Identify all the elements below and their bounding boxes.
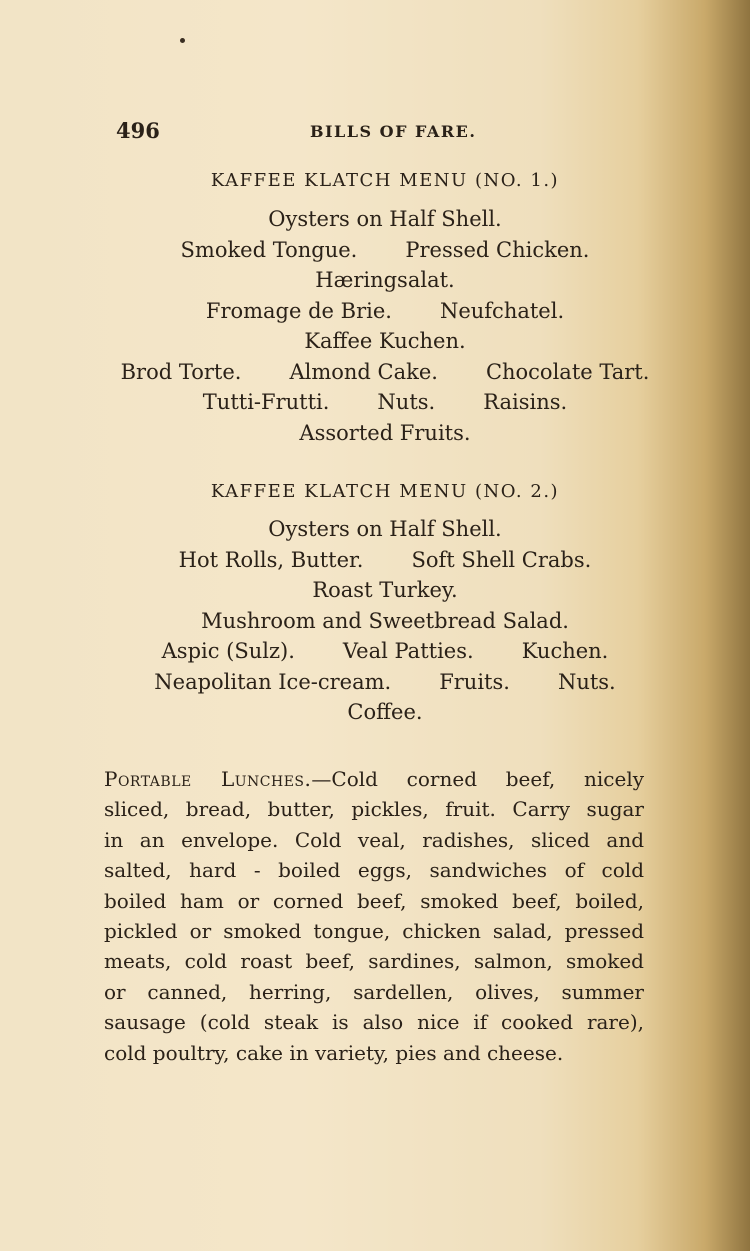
menu-item: Raisins. — [483, 390, 568, 414]
paragraph-line: cold poultry, cake in variety, pies and cheese. — [104, 1040, 564, 1065]
menu-item: Fruits. — [439, 669, 510, 694]
paragraph-line: salted, hard - boiled eggs, sandwiches of cold — [104, 858, 644, 883]
menu-item: Assorted Fruits. — [299, 420, 471, 445]
menu1-title: KAFFEE KLATCH MENU (NO. 1.) — [210, 170, 560, 191]
menu-item: Roast Turkey. — [312, 578, 458, 602]
menu-line — [0, 609, 750, 633]
menu-item: Nuts. — [557, 669, 616, 694]
paragraph-line: Portable Lunches.—Cold corned beef, nicely — [104, 767, 645, 791]
menu-item: Oysters on Half Shell. — [268, 517, 502, 541]
paragraph-line: pickled or smoked tongue, chicken salad, pressed — [104, 919, 644, 944]
page-number: 496 — [116, 118, 160, 143]
menu-item: Coffee. — [347, 700, 423, 724]
menu-line — [0, 268, 750, 292]
page-header — [0, 118, 700, 148]
menu-line — [0, 390, 750, 414]
paragraph-line: sliced, bread, butter, pickles, fruit. Carry sugar — [104, 797, 644, 822]
paragraph-line: meats, cold roast beef, sardines, salmon, smoked — [104, 949, 644, 974]
menu-line — [0, 360, 750, 384]
menu-item: Smoked Tongue. — [180, 237, 358, 262]
menu-line — [0, 670, 750, 694]
paragraph-line: or canned, herring, sardellen, olives, summer — [104, 979, 644, 1004]
menu-line — [0, 421, 750, 445]
menu-item: Aspic (Sulz). — [161, 639, 295, 663]
portable-lunches-paragraph — [104, 764, 644, 1068]
menu-item: Mushroom and Sweetbread Salad. — [201, 608, 569, 633]
menu-item: Soft Shell Crabs. — [411, 547, 592, 572]
paragraph-line: in an envelope. Cold veal, radishes, sliced and — [104, 827, 644, 852]
menu-item: Almond Cake. — [289, 359, 438, 384]
menu-item: Kaffee Kuchen. — [304, 329, 466, 353]
menu2-title: KAFFEE KLATCH MENU (NO. 2.) — [210, 481, 560, 502]
menu-item: Tutti-Frutti. — [202, 390, 330, 414]
menu-item: Chocolate Tart. — [485, 359, 650, 384]
menu-line — [0, 299, 750, 323]
menu-line — [0, 700, 750, 724]
menu-item: Veal Patties. — [342, 639, 474, 663]
running-title: BILLS OF FARE. — [310, 122, 477, 141]
portable-lunches-heading: Portable Lunches. — [104, 767, 312, 791]
paragraph-line: boiled ham or corned beef, smoked beef, boiled, — [104, 888, 644, 913]
menu-item: Oysters on Half Shell. — [268, 207, 502, 231]
menu-line — [0, 578, 750, 602]
menu-line — [0, 207, 750, 231]
paragraph-line: sausage (cold steak is also nice if cooked rare), — [104, 1010, 644, 1035]
ink-speck — [180, 38, 185, 43]
menu-line — [0, 548, 750, 572]
menu-item: Brod Torte. — [120, 359, 242, 384]
menu-item: Hæringsalat. — [315, 268, 455, 292]
menu-line — [0, 329, 750, 353]
menu-item: Fromage de Brie. — [205, 298, 392, 323]
menu-item: Hot Rolls, Butter. — [178, 547, 364, 572]
menu-item: Kuchen. — [521, 639, 609, 663]
menu-item: Pressed Chicken. — [405, 237, 590, 262]
menu-line — [0, 517, 750, 541]
menu-line — [0, 238, 750, 262]
menu-line — [0, 639, 750, 663]
menu-item: Neapolitan Ice-cream. — [154, 669, 392, 694]
menu-item: Neufchatel. — [439, 298, 565, 323]
menu-item: Nuts. — [377, 390, 436, 414]
